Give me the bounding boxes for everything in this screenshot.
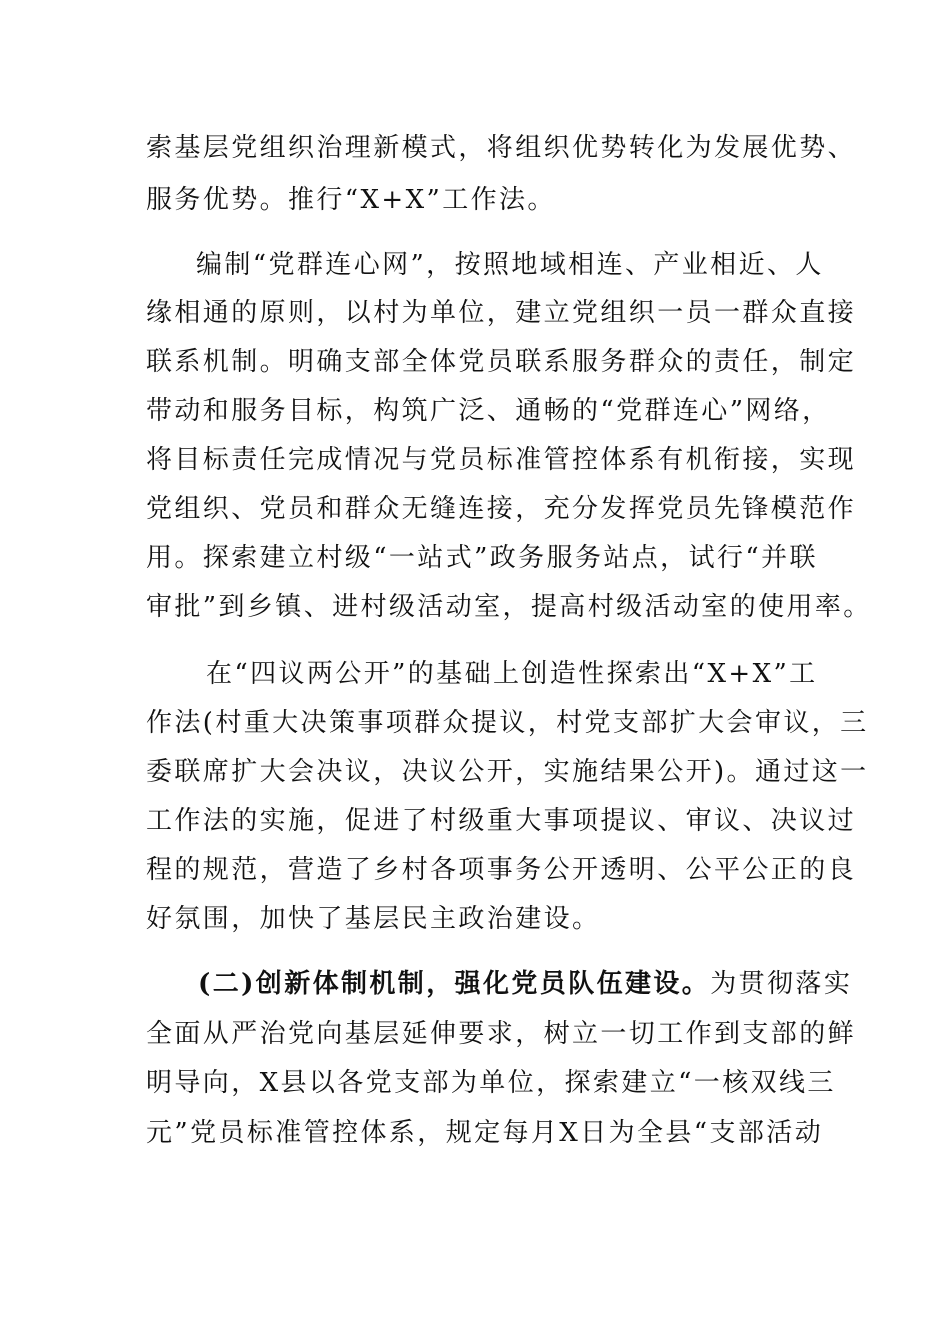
text-line: 联系机制。明确支部全体党员联系服务群众的责任，制定 (146, 347, 857, 377)
text-line: 审批”到乡镇、进村级活动室，提高村级活动室的使用率。 (146, 592, 872, 622)
text-line: 编制“党群连心网”，按照地域相连、产业相近、人 (196, 250, 824, 280)
section-text: 为贯彻落实 (710, 969, 853, 999)
text-line: 明导向，X县以各党支部为单位，探索建立“一核双线三 (146, 1068, 836, 1098)
text-line: 好氛围，加快了基层民主政治建设。 (146, 904, 601, 934)
text-line: 元”党员标准管控体系，规定每月X日为全县“支部活动 (146, 1118, 824, 1148)
text-line: 作法(村重大决策事项群众提议，村党支部扩大会审议，三 (146, 708, 869, 738)
text-line: 党组织、党员和群众无缝连接，充分发挥党员先锋模范作 (146, 494, 857, 524)
section-heading: (二)创新体制机制，强化党员队伍建设。 (198, 969, 711, 999)
text-line: 委联席扩大会决议，决议公开，实施结果公开)。通过这一 (146, 757, 869, 787)
text-line: 程的规范，营造了乡村各项事务公开透明、公平公正的良 (146, 855, 857, 885)
text-line: 缘相通的原则，以村为单位，建立党组织一员一群众直接 (146, 298, 857, 328)
text-line: 用。探索建立村级“一站式”政务服务站点，试行“并联 (146, 543, 818, 573)
text-line: 索基层党组织治理新模式，将组织优势转化为发展优势、 (146, 133, 857, 163)
text-line: 将目标责任完成情况与党员标准管控体系有机衔接，实现 (146, 445, 857, 475)
text-line: 工作法的实施，促进了村级重大事项提议、审议、决议过 (146, 806, 857, 836)
text-line: 在“四议两公开”的基础上创造性探索出“X+X”工 (206, 659, 818, 689)
text-line (198, 964, 853, 1004)
text-line: 带动和服务目标，构筑广泛、通畅的“党群连心”网络， (146, 396, 831, 426)
text-line: 全面从严治党向基层延伸要求，树立一切工作到支部的鲜 (146, 1019, 857, 1049)
text-line: 服务优势。推行“X+X”工作法。 (146, 185, 556, 215)
